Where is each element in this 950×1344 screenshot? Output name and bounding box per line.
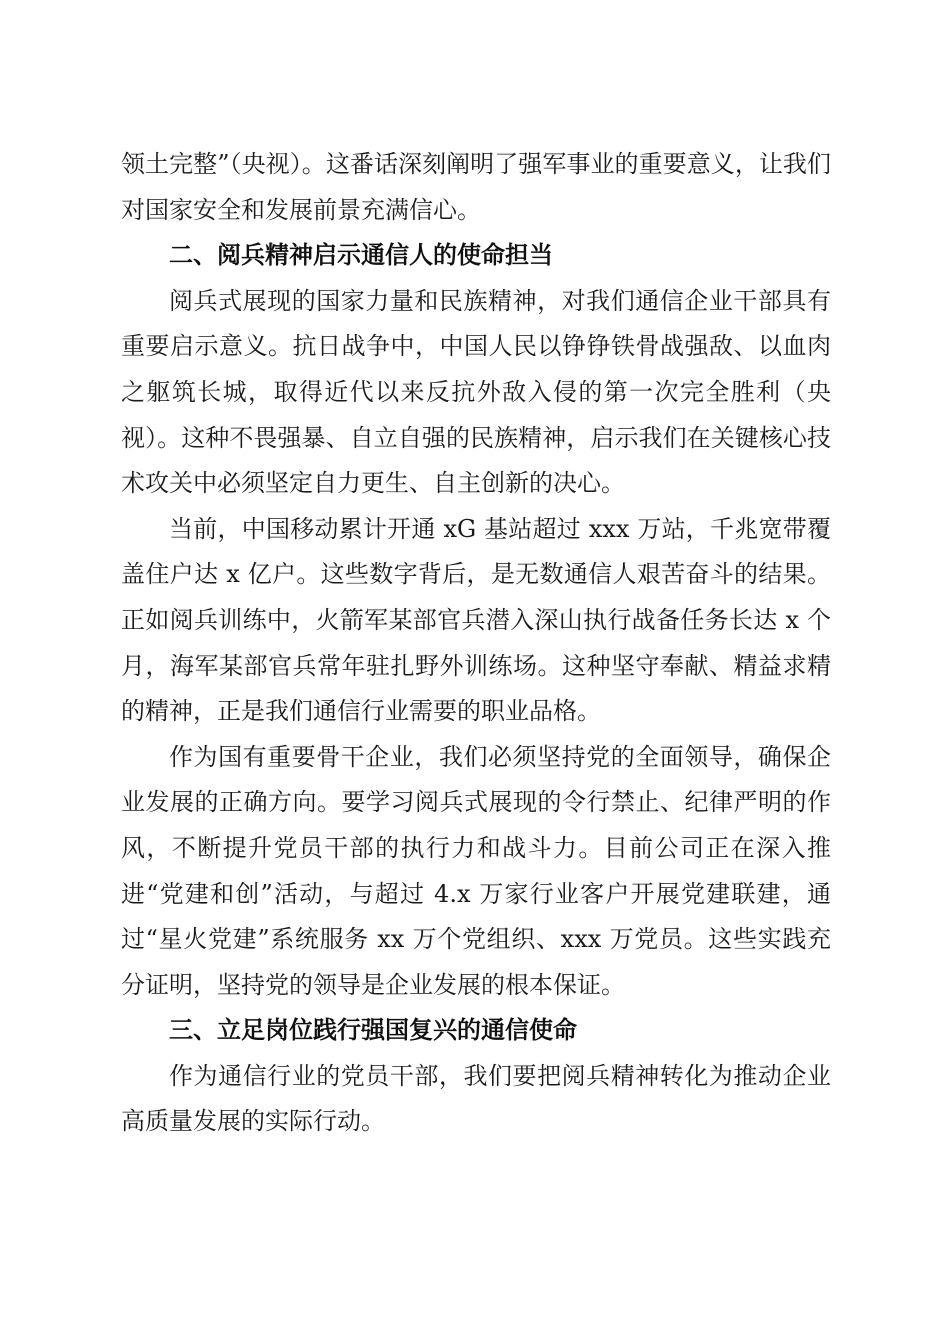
section-heading-2: 二、阅兵精神启示通信人的使命担当 (169, 241, 553, 270)
paragraph-china-mobile-stats: 当前，中国移动累计开通 xG 基站超过 xxx 万站，千兆宽带覆盖住户达 x 亿户。这些数字背后，是无数通信人艰苦奋斗的结果。正如阅兵训练中，火箭军某部官兵潜入深山执行战备任务长达 x 个月，海军某部官兵常年驻扎野外训练场。这种坚守奉献、精益求精的精神，正是我们通信行业需要的职业品格。 (121, 514, 831, 726)
paragraph-party-leadership: 作为国有重要骨干企业，我们必须坚持党的全面领导，确保企业发展的正确方向。要学习阅兵式展现的令行禁止、纪律严明的作风，不断提升党员干部的执行力和战斗力。目前公司正在深入推进“党建和创”活动，与超过 4.x 万家行业客户开展党建联建，通过“星火党建”系统服务 xx 万个党组织、xxx 万党员。这些实践充分证明，坚持党的领导是企业发展的根本保证。 (121, 742, 831, 999)
paragraph-continuation: 领土完整”（央视）。这番话深刻阐明了强军事业的重要意义，让我们对国家安全和发展前景充满信心。 (121, 150, 831, 224)
paragraph-parade-inspiration: 阅兵式展现的国家力量和民族精神，对我们通信企业干部具有重要启示意义。抗日战争中，中国人民以铮铮铁骨战强敌、以血肉之躯筑长城，取得近代以来反抗外敌入侵的第一次完全胜利（央视）。这种不畏强暴、自立自强的民族精神，启示我们在关键核心技术攻关中必须坚定自力更生、自主创新的决心。 (121, 286, 831, 498)
document-body (121, 142, 831, 1145)
section-heading-3: 三、立足岗位践行强国复兴的通信使命 (169, 1016, 577, 1045)
paragraph-action: 作为通信行业的党员干部，我们要把阅兵精神转化为推动企业高质量发展的实际行动。 (121, 1061, 831, 1136)
